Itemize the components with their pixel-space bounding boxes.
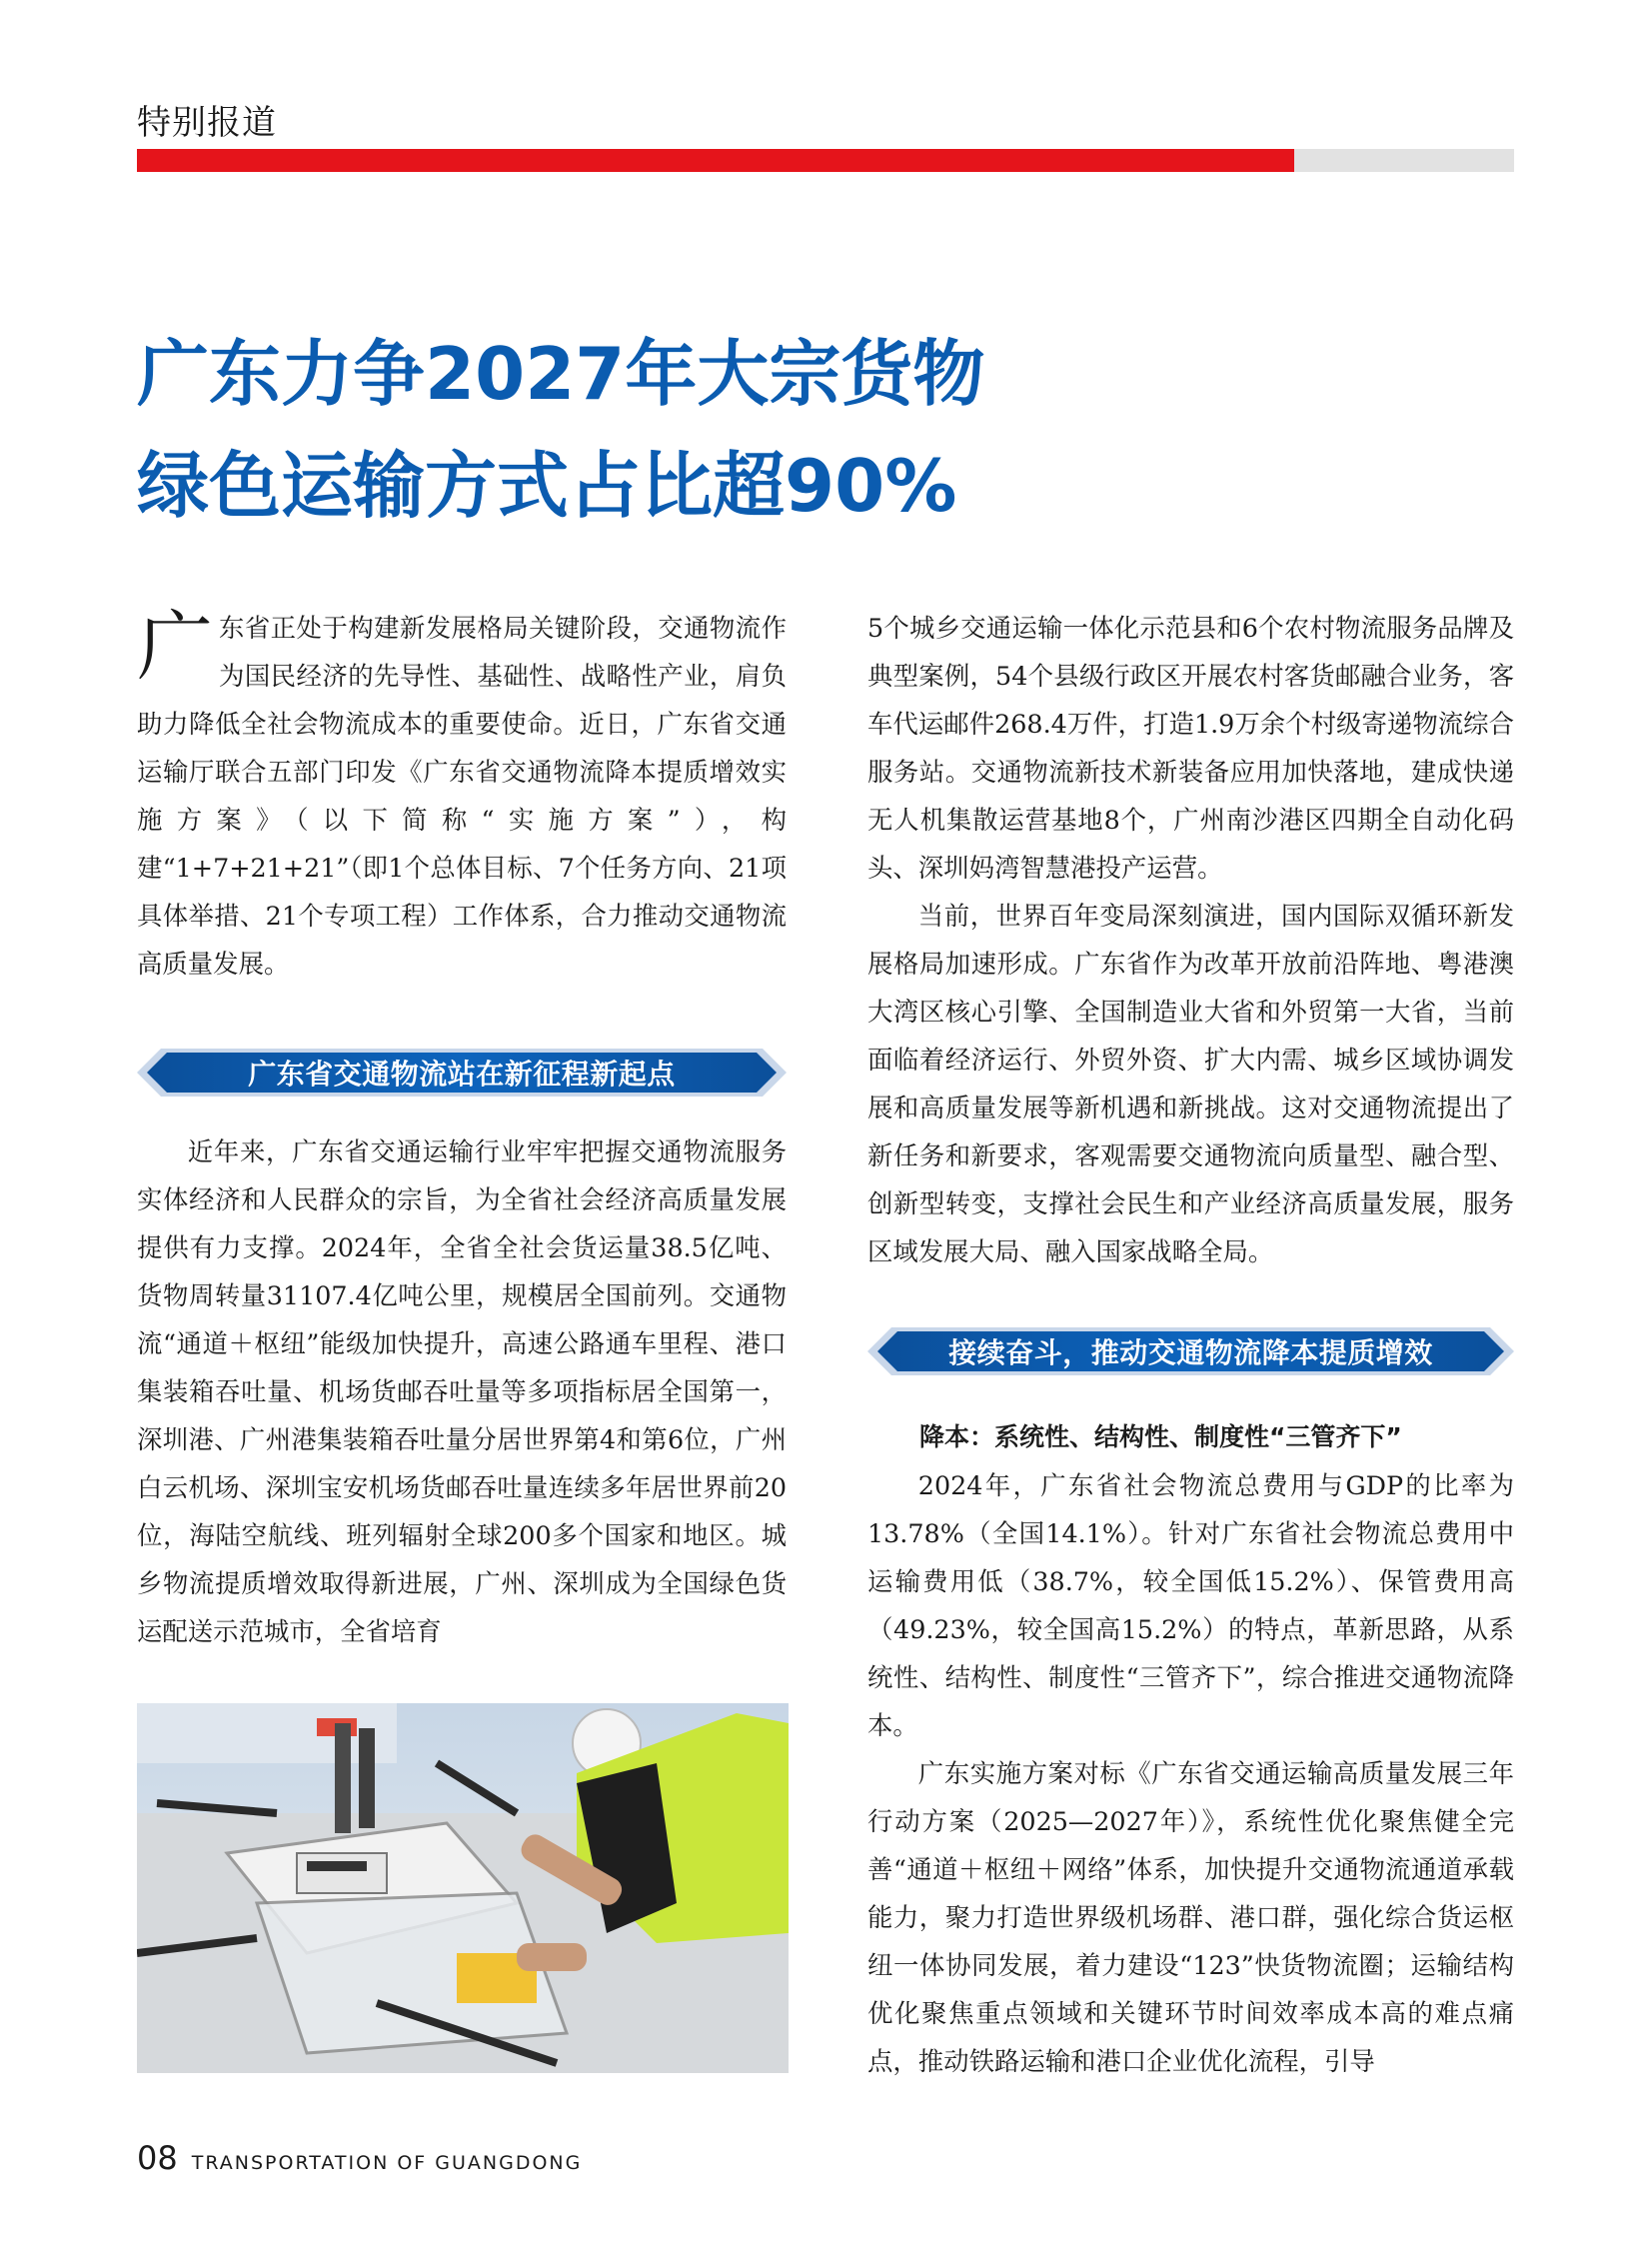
section1-paragraph-1: 近年来，广东省交通运输行业牢牢把握交通物流服务实体经济和人民群众的宗旨，为全省社会经济高质量发展提供有力支撑。2024年，全省全社会货运量38.5亿吨、货物周转量31107.4亿吨公里，规模居全国前列。交通物流“通道＋枢纽”能级加快提升，高速公路通车里程、港口集装箱吞吐量、机场货邮吞吐量等多项指标居全国第一，深圳港、广州港集装箱吞吐量分居世界第4和第6位，广州白云机场、深圳宝安机场货邮吞吐量连续多年居世界前20位，海陆空航线、班列辐射全球200多个国家和地区。城乡物流提质增效取得新进展，广州、深圳成为全国绿色货运配送示范城市，全省培育: [137, 1136, 787, 1646]
section-banner-1-title: 广东省交通物流站在新征程新起点: [248, 1058, 676, 1091]
section2-subhead: 降本：系统性、结构性、制度性“三管齐下”: [919, 1422, 1402, 1451]
drone-image-icon: [137, 1703, 789, 2073]
section-banner-2: [867, 1323, 1514, 1379]
section2-paragraph-2: 广东实施方案对标《广东省交通运输高质量发展三年行动方案（2025—2027年）》，系统性优化聚焦健全完善“通道＋枢纽＋网络”体系，加快提升交通物流通道承载能力，聚力打造世界级机场群、港口群，强化综合货运枢纽一体协同发展，着力建设“123”快货物流圈；运输结构优化聚焦重点领域和关键环节时间效率成本高的难点痛点，推动铁路运输和港口企业优化流程，引导: [867, 1758, 1514, 2076]
drone-photo: [137, 1703, 789, 2073]
section-banner-1: [137, 1045, 787, 1101]
publication-name: TRANSPORTATION OF GUANGDONG: [191, 2152, 583, 2174]
headline: [137, 318, 1236, 542]
headline-line-2: 绿色运输方式占比超90%: [137, 444, 957, 528]
section2-paragraph-1: 2024年，广东省社会物流总费用与GDP的比率为13.78%（全国14.1%）。针对广东省社会物流总费用中运输费用低（38.7%，较全国低15.2%）、保管费用高（49.23%，较全国高15.2%）的特点，革新思路，从系统性、结构性、制度性“三管齐下”，综合推进交通物流降本。: [867, 1470, 1514, 1740]
section-tag: 特别报道: [137, 103, 277, 143]
section2-right-text: [867, 1461, 1514, 2085]
intro-paragraph: [137, 604, 787, 988]
headline-line-1: 广东力争2027年大宗货物: [137, 332, 985, 416]
intro-text: 东省正处于构建新发展格局关键阶段，交通物流作为国民经济的先导性、基础性、战略性产业，肩负助力降低全社会物流成本的重要使命。近日，广东省交通运输厅联合五部门印发《广东省交通物流降本提质增效实施方案》（以下简称“实施方案”），构建“1+7+21+21”（即1个总体目标、7个任务方向、21项具体举措、21个专项工程）工作体系，合力推动交通物流高质量发展。: [137, 613, 787, 979]
section1-paragraph-1-cont: 5个城乡交通运输一体化示范县和6个农村物流服务品牌及典型案例，54个县级行政区开展农村客货邮融合业务，客车代运邮件268.4万件，打造1.9万余个村级寄递物流综合服务站。交通物流新技术新装备应用加快落地，建成快递无人机集散运营基地8个，广州南沙港区四期全自动化码头、深圳妈湾智慧港投产运营。: [867, 613, 1514, 883]
header-bar: [137, 149, 1514, 172]
section1-paragraph-2: 当前，世界百年变局深刻演进，国内国际双循环新发展格局加速形成。广东省作为改革开放前沿阵地、粤港澳大湾区核心引擎、全国制造业大省和外贸第一大省，当前面临着经济运行、外贸外资、扩大内需、城乡区域协调发展和高质量发展等新机遇和新挑战。这对交通物流提出了新任务和新要求，客观需要交通物流向质量型、融合型、创新型转变，支撑社会民生和产业经济高质量发展，服务区域发展大局、融入国家战略全局。: [867, 901, 1514, 1266]
page-footer: [137, 2139, 582, 2177]
section-banner-2-title: 接续奋斗，推动交通物流降本提质增效: [948, 1336, 1433, 1369]
dropcap: 广: [137, 602, 213, 691]
section1-left-text: [137, 1127, 787, 1655]
page-number: 08: [137, 2139, 178, 2177]
section1-right-text: [867, 604, 1514, 1275]
header-bar-fill: [137, 149, 1294, 172]
